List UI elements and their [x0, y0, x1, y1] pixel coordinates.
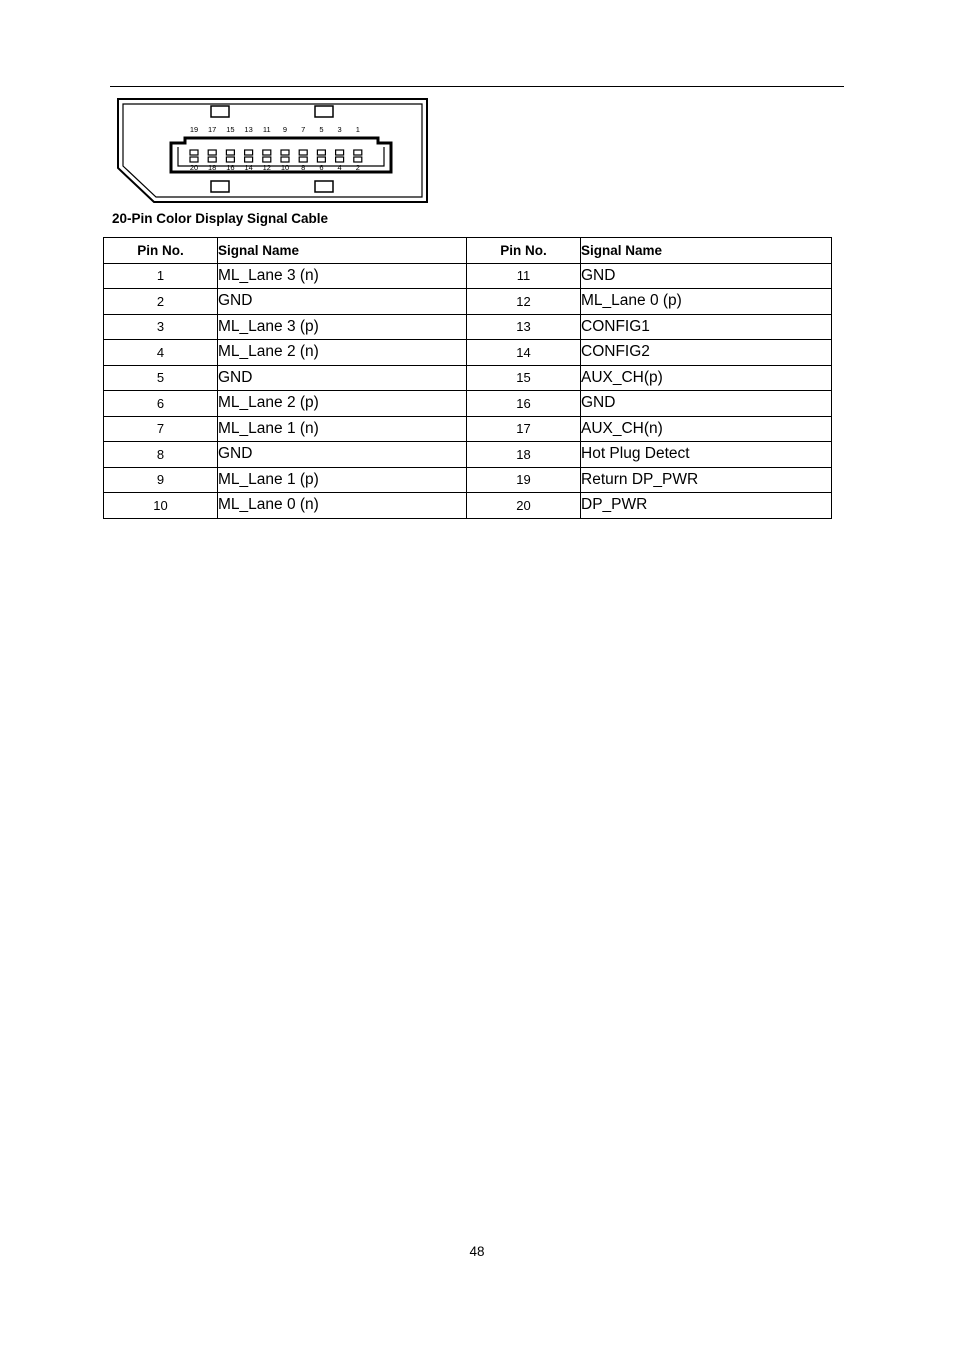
- pin-label: 9: [282, 125, 288, 134]
- connector-pin: [299, 157, 307, 162]
- connector-pin: [226, 157, 234, 162]
- connector-pin: [208, 150, 216, 155]
- diagram-caption: 20-Pin Color Display Signal Cable: [112, 211, 329, 226]
- signal-name: GND: [218, 365, 467, 391]
- connector-pin: [354, 157, 362, 162]
- table-row: [104, 289, 832, 315]
- pin-number: 9: [104, 467, 218, 493]
- pin-label: 6: [319, 163, 324, 172]
- table-row: [104, 391, 832, 417]
- signal-name: ML_Lane 1 (p): [218, 467, 467, 493]
- pin-number: 19: [467, 467, 581, 493]
- header-signal-name-2: Signal Name: [581, 238, 832, 264]
- pin-label: 2: [355, 163, 360, 172]
- pin-label: 7: [301, 125, 306, 134]
- connector-pin: [190, 157, 198, 162]
- pin-number: 20: [467, 493, 581, 519]
- connector-pin: [208, 157, 216, 162]
- pin-number: 13: [467, 314, 581, 340]
- signal-name: ML_Lane 3 (n): [218, 263, 467, 289]
- pin-number: 8: [104, 442, 218, 468]
- table-row: [104, 416, 832, 442]
- signal-name: GND: [218, 289, 467, 315]
- pin-assignment-table: [103, 237, 832, 519]
- pin-number: 11: [467, 263, 581, 289]
- signal-name: CONFIG1: [581, 314, 832, 340]
- pin-number: 2: [104, 289, 218, 315]
- table-row: [104, 263, 832, 289]
- signal-name: AUX_CH(n): [581, 416, 832, 442]
- page-number: 48: [469, 1244, 485, 1259]
- pin-number: 6: [104, 391, 218, 417]
- pin-number: 18: [467, 442, 581, 468]
- pin-number: 1: [104, 263, 218, 289]
- signal-name: AUX_CH(p): [581, 365, 832, 391]
- connector-pin: [190, 150, 198, 155]
- signal-name: ML_Lane 2 (p): [218, 391, 467, 417]
- pin-label: 10: [280, 163, 290, 172]
- table-row: [104, 493, 832, 519]
- header-rule: [110, 86, 844, 87]
- signal-name: DP_PWR: [581, 493, 832, 519]
- connector-pin: [317, 150, 325, 155]
- connector-pin: [263, 150, 271, 155]
- pin-label: 3: [337, 125, 342, 134]
- pin-label: 4: [337, 163, 342, 172]
- pin-label: 5: [319, 125, 324, 134]
- pin-label: 20: [189, 163, 199, 172]
- connector-pin: [336, 157, 344, 162]
- pin-number: 3: [104, 314, 218, 340]
- table-row: [104, 442, 832, 468]
- pin-label: 1: [355, 125, 360, 134]
- signal-name: ML_Lane 1 (n): [218, 416, 467, 442]
- signal-name: ML_Lane 3 (p): [218, 314, 467, 340]
- signal-name: ML_Lane 2 (n): [218, 340, 467, 366]
- connector-pins: [190, 150, 362, 162]
- signal-name: ML_Lane 0 (n): [218, 493, 467, 519]
- pin-number: 14: [467, 340, 581, 366]
- header-pin-no: Pin No.: [104, 238, 218, 264]
- table-row: [104, 467, 832, 493]
- pin-label: 16: [226, 163, 235, 172]
- connector-pin: [226, 150, 234, 155]
- pin-label: 8: [301, 163, 306, 172]
- signal-name: GND: [581, 263, 832, 289]
- pin-number: 7: [104, 416, 218, 442]
- pin-label: 11: [262, 125, 271, 134]
- signal-name: ML_Lane 0 (p): [581, 289, 832, 315]
- pin-label: 13: [244, 125, 253, 134]
- signal-name: Hot Plug Detect: [581, 442, 832, 468]
- connector-pin: [281, 150, 289, 155]
- displayport-connector-diagram: [116, 97, 430, 205]
- pin-label: 14: [244, 163, 253, 172]
- signal-name: GND: [581, 391, 832, 417]
- pin-number: 4: [104, 340, 218, 366]
- pin-label: 15: [226, 125, 235, 134]
- connector-pin-labels: [190, 125, 360, 172]
- table-row: [104, 340, 832, 366]
- connector-pin: [245, 150, 253, 155]
- connector-pin: [317, 157, 325, 162]
- signal-name: Return DP_PWR: [581, 467, 832, 493]
- table-row: [104, 314, 832, 340]
- pin-number: 5: [104, 365, 218, 391]
- pin-number: 15: [467, 365, 581, 391]
- connector-pin: [281, 157, 289, 162]
- pin-label: 18: [208, 163, 217, 172]
- connector-pin: [245, 157, 253, 162]
- pin-number: 17: [467, 416, 581, 442]
- signal-name: GND: [218, 442, 467, 468]
- pin-number: 10: [104, 493, 218, 519]
- table-row: [104, 365, 832, 391]
- pin-number: 12: [467, 289, 581, 315]
- pin-label: 17: [208, 125, 217, 134]
- signal-name: CONFIG2: [581, 340, 832, 366]
- connector-pin: [354, 150, 362, 155]
- pin-label: 12: [262, 163, 271, 172]
- table-header-row: [104, 238, 832, 264]
- connector-pin: [299, 150, 307, 155]
- pin-label: 19: [189, 125, 199, 134]
- header-pin-no-2: Pin No.: [467, 238, 581, 264]
- connector-pin: [336, 150, 344, 155]
- header-signal-name: Signal Name: [218, 238, 467, 264]
- pin-number: 16: [467, 391, 581, 417]
- connector-pin: [263, 157, 271, 162]
